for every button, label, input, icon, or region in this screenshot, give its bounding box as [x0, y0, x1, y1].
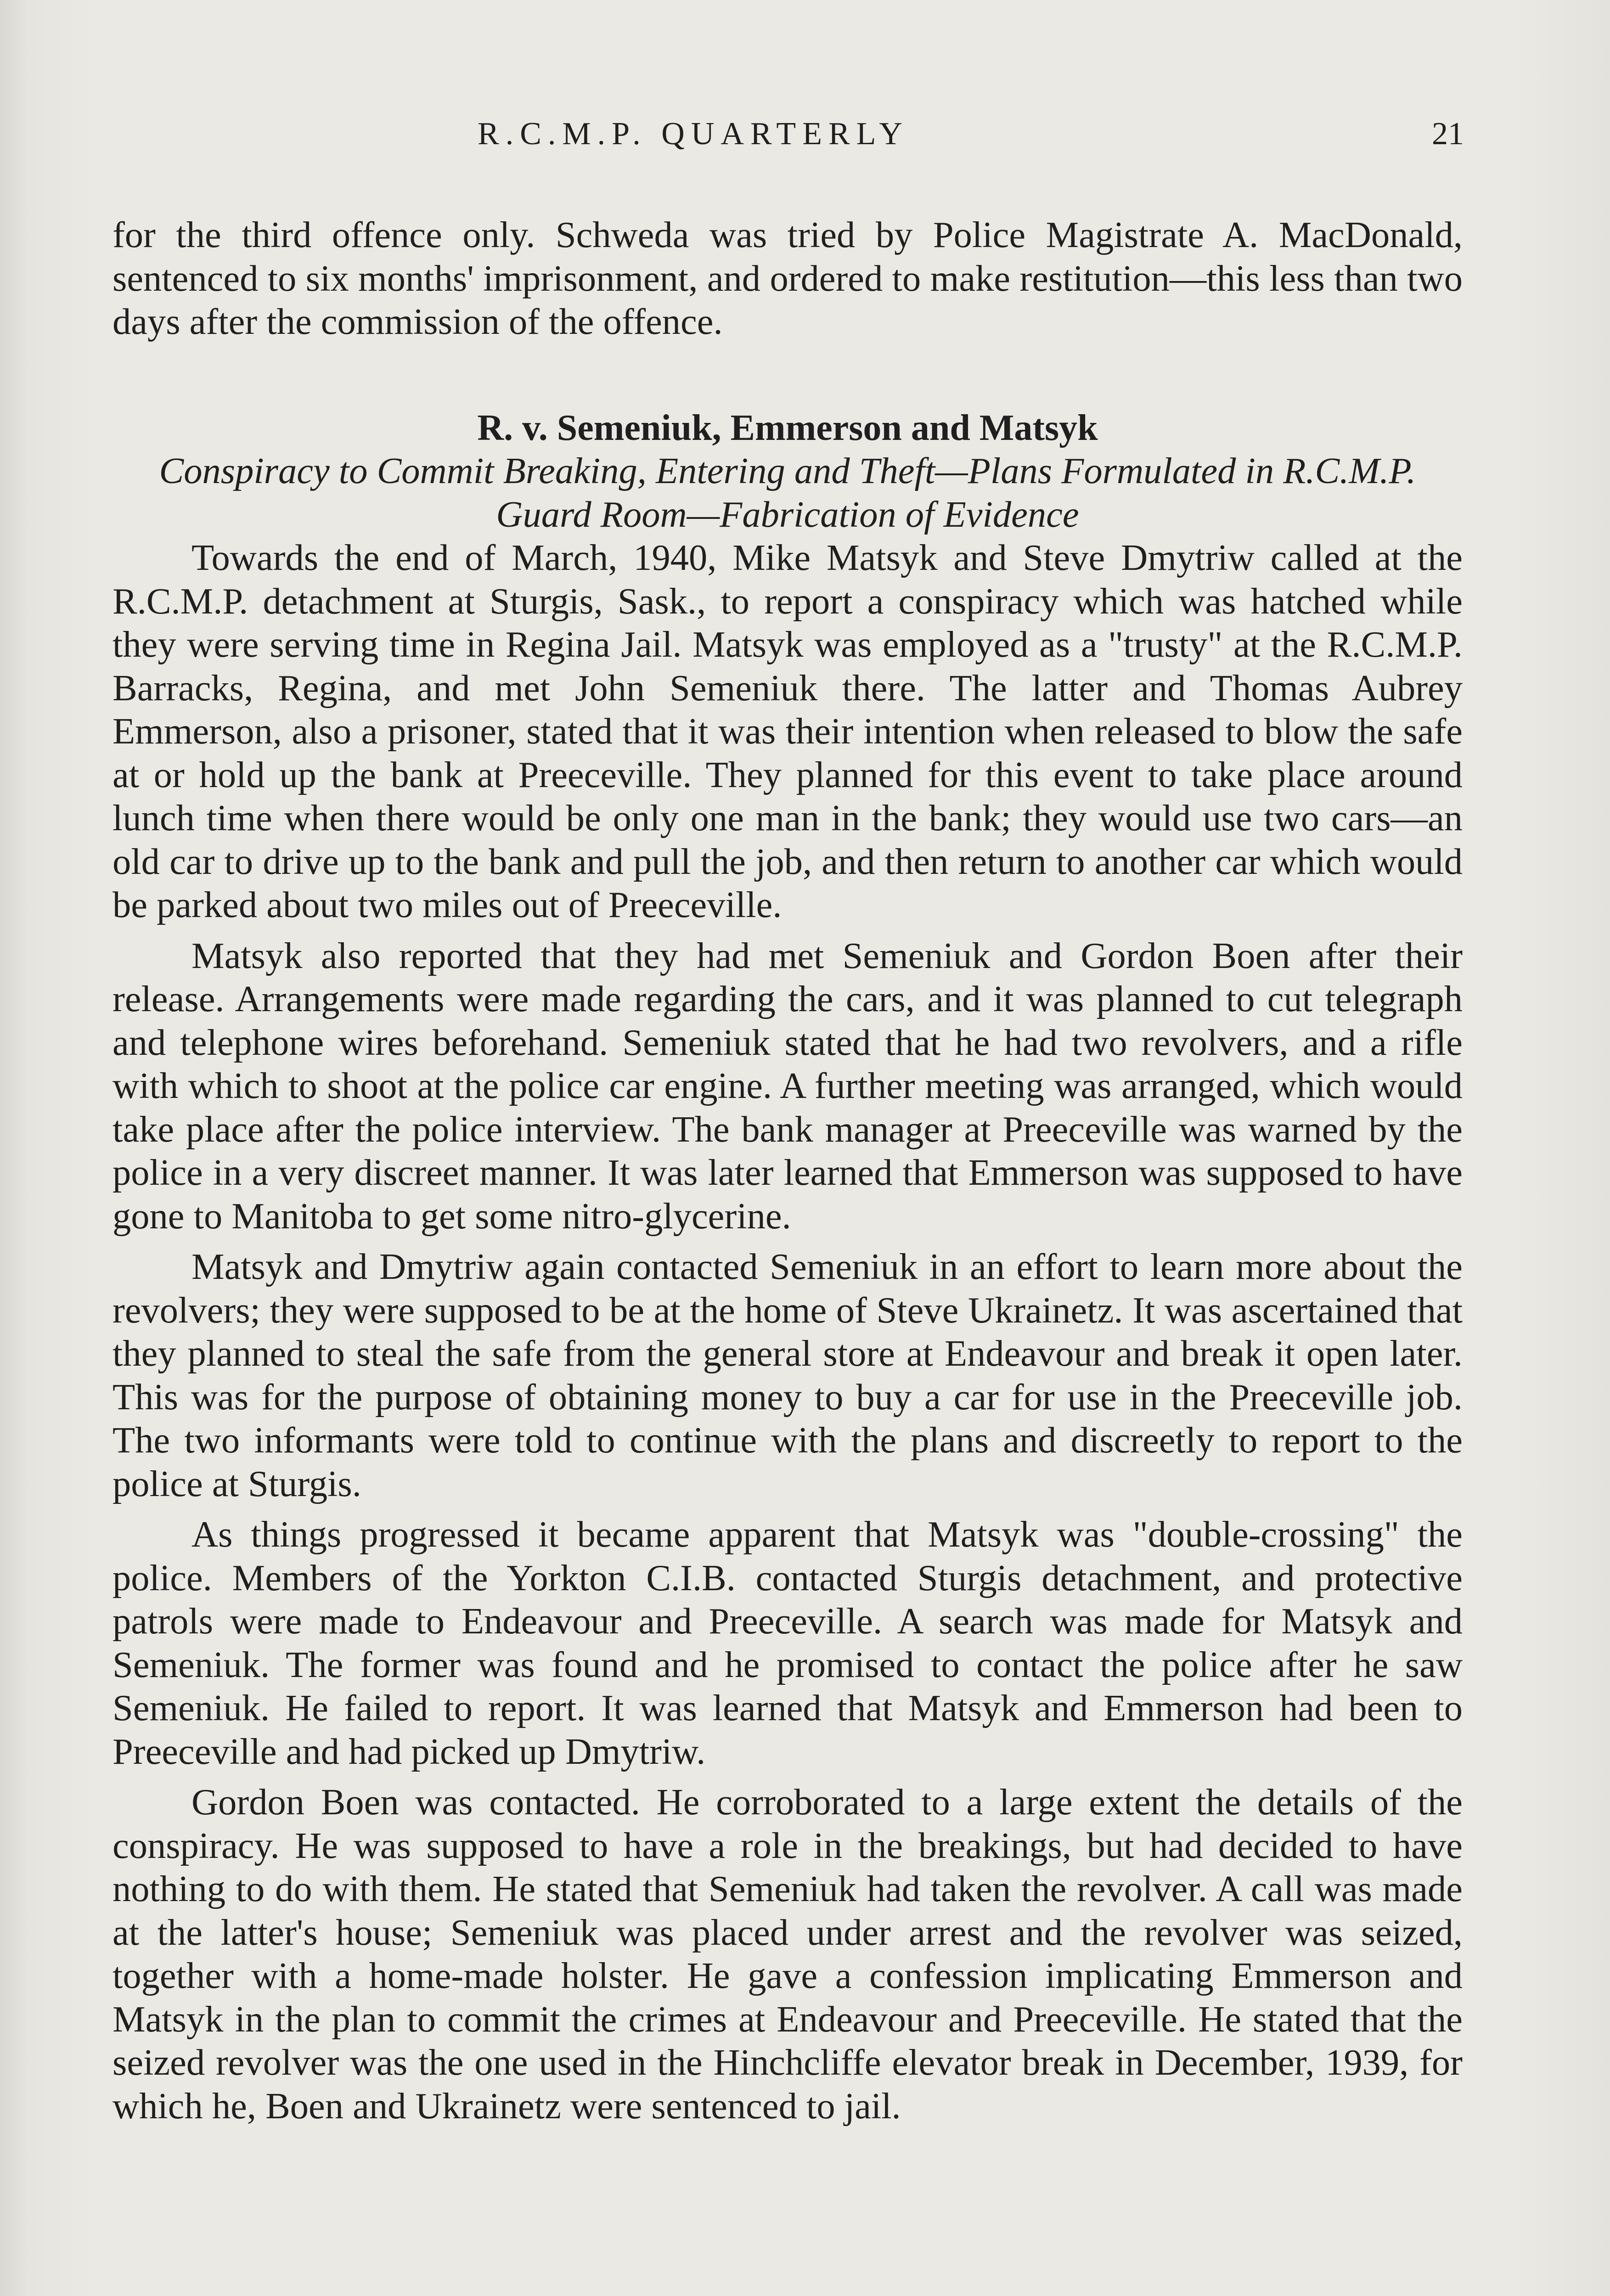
case-paragraph-3: Matsyk and Dmytriw again contacted Semeniuk in an effort to learn more about the revolvers; they were supposed to be at the home of Steve Ukrainetz. It was ascertained that they planned to steal the safe from the general store at Endeavour and break it open later. This was for the purpose of obtaining money to buy a car for use in the Preeceville job. The two informants were told to continue with the plans and discreetly to report to the police at Sturgis.	[113, 1246, 1463, 1504]
case-paragraph-5: Gordon Boen was contacted. He corroborated to a large extent the details of the conspiracy. He was supposed to have a role in the breakings, but had decided to have nothing to do with them. He stated that Semeniuk had taken the revolver. A call was made at the latter's house; Semeniuk was placed under arrest and the revolver was seized, together with a home-made holster. He gave a confession implicating Emmerson and Matsyk in the plan to commit the crimes at Endeavour and Preeceville. He stated that the seized revolver was the one used in the Hinchcliffe elevator break in December, 1939, for which he, Boen and Ukrainetz were sentenced to jail.	[113, 1782, 1463, 2127]
running-head: R.C.M.P. QUARTERLY	[478, 116, 909, 152]
text-column	[113, 214, 1463, 2128]
case-paragraph-4: As things progressed it became apparent that Matsyk was "double-crossing" the police. Members of the Yorkton C.I.B. contacted Sturgis detachment, and protective patrols were made to Endeavour and Preeceville. A search was made for Matsyk and Semeniuk. The former was found and he promised to contact the police after he saw Semeniuk. He failed to report. It was learned that Matsyk and Emmerson had been to Preeceville and had picked up Dmytriw.	[113, 1514, 1463, 1772]
case-title: R. v. Semeniuk, Emmerson and Matsyk	[477, 407, 1098, 448]
case-paragraph-1: Towards the end of March, 1940, Mike Matsyk and Steve Dmytriw called at the R.C.M.P. detachment at Sturgis, Sask., to report a conspiracy which was hatched while they were serving time in Regina Jail. Matsyk was employed as a "trusty" at the R.C.M.P. Barracks, Regina, and met John Semeniuk there. The latter and Thomas Aubrey Emmerson, also a prisoner, stated that it was their intention when released to blow the safe at or hold up the bank at Preeceville. They planned for this event to take place around lunch time when there would be only one man in the bank; they would use two cars—an old car to drive up to the bank and pull the job, and then return to another car which would be parked about two miles out of Preeceville.	[113, 537, 1463, 925]
case-subtitle: Conspiracy to Commit Breaking, Entering and Theft—Plans Formulated in R.C.M.P. Guard Room—Fabrication of Evidence	[159, 450, 1416, 535]
case-paragraph-2: Matsyk also reported that they had met Semeniuk and Gordon Boen after their release. Arrangements were made regarding the cars, and it was planned to cut telegraph and telephone wires beforehand. Semeniuk stated that he had two revolvers, and a rifle with which to shoot at the police car engine. A further meeting was arranged, which would take place after the police interview. The bank manager at Preeceville was warned by the police in a very discreet manner. It was later learned that Emmerson was supposed to have gone to Manitoba to get some nitro-glycerine.	[113, 935, 1463, 1237]
page-number: 21	[1432, 116, 1464, 152]
opening-paragraph: for the third offence only. Schweda was tried by Police Magistrate A. MacDonald, sentenced to six months' imprisonment, and ordered to make restitution—this less than two days after the commission of the offence.	[113, 214, 1463, 342]
